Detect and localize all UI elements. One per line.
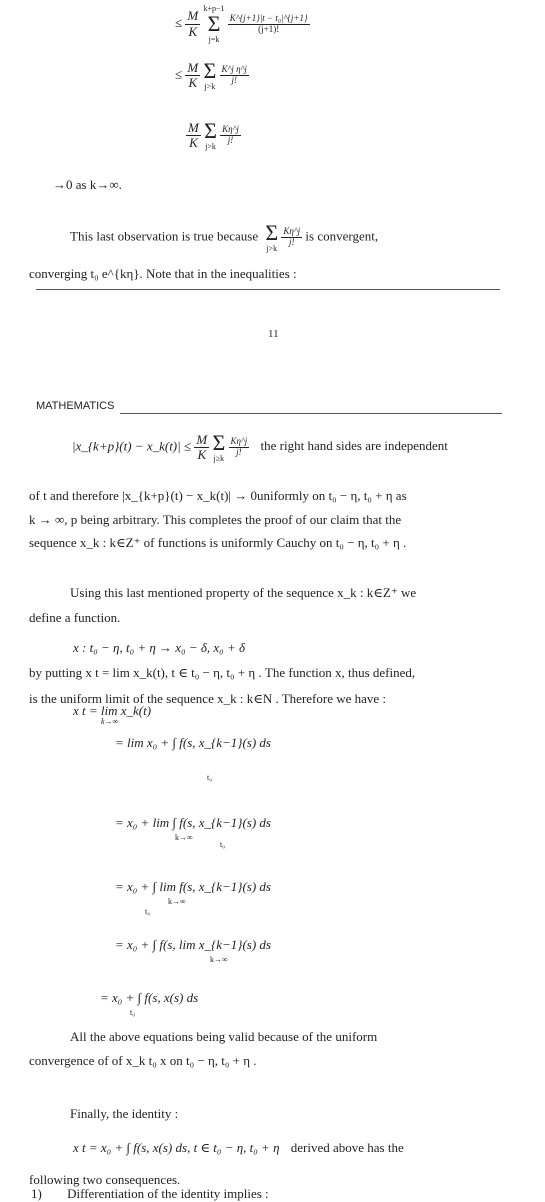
integral-lower-4: t₀ [145, 907, 151, 916]
equation-1: x t = lim x_k(t) k→∞ [73, 703, 152, 726]
equation-4: = x₀ + ∫ lim f(s, x_{k−1}(s) ds [115, 879, 271, 894]
equation-5: = x₀ + ∫ f(s, lim x_{k−1}(s) ds [115, 937, 271, 952]
m-over-k: $\frac{M}{K}$ [196, 431, 208, 462]
m-over-k: $\frac{M}{K}$ [188, 119, 199, 150]
page-number: 11 [268, 328, 279, 340]
paragraph-1-line-2: k → ∞, p being arbitrary. This completes the proof of our claim that the [29, 512, 402, 527]
math-fraction: $\frac{\text{K\textasciicircum{}j η\textasciicircum{}j}}{j!}$ [221, 64, 247, 85]
paragraph-3-line-4: following two consequences. [29, 1172, 181, 1187]
integral-lower-6: t₀ [130, 1008, 136, 1017]
leq-sign: ≤ [175, 14, 183, 30]
paragraph-2-line-1: Using this last mentioned property of the sequence x_k : k∈Z⁺ we [70, 585, 417, 600]
equation-6: = x₀ + ∫ f(s, x(s) ds [100, 990, 199, 1005]
limit-statement: →0 as k→∞. [53, 177, 122, 192]
equation-3: = x₀ + lim ∫ f(s, x_{k−1}(s) ds [115, 815, 271, 830]
math-fraction: $\frac{K\eta\^{}j}{j!}$ [222, 124, 239, 145]
identity-line: x t = x₀ + ∫ f(s, x(s) ds, t ∈ t₀ − η, t₀ + η derived above has the [73, 1140, 404, 1155]
lim-sub-3: k→∞ [175, 833, 193, 842]
paragraph-3-line-3: Finally, the identity : [70, 1106, 179, 1121]
paragraph-2-line-3: by putting x t = lim x_k(t), t ∈ t₀ − η, t₀ + η . The function x, thus defined, [29, 665, 416, 680]
sum-symbol: Σ j>k [203, 58, 217, 91]
paragraph-2-line-4: is the uniform limit of the sequence x_k : k∈N . Therefore we have : [29, 691, 387, 706]
page-divider [36, 289, 500, 290]
math-line-3 [186, 120, 241, 151]
paragraph-3-line-1: All the above equations being valid because of the uniform [70, 1029, 378, 1044]
math-fraction: $\frac{K\eta\^{}j}{j!}$ [283, 226, 301, 247]
paragraph-3-line-2: convergence of of x_k t₀ x on t₀ − η, t₀ + η . [29, 1053, 257, 1068]
leq-sign: ≤ [175, 66, 183, 82]
header-rule [120, 413, 502, 414]
math-fraction: $\frac{K\eta\^{}j}{j!}$ [230, 436, 248, 457]
sum-symbol: k+p−1 Σ j=k [203, 4, 225, 44]
paragraph-2-line-2: define a function. [29, 610, 121, 625]
math-line-1 [175, 4, 310, 44]
math-line-2 [175, 60, 249, 91]
m-over-k: $\frac{M}{K}$ [187, 8, 199, 39]
list-item-1: 1) Differentiation of the identity implies : [31, 1186, 269, 1201]
function-mapping: x : t₀ − η, t₀ + η → x₀ − δ, x₀ + δ [73, 640, 246, 655]
sum-symbol: Σ j≥k [212, 430, 226, 463]
paragraph-1-line-1: of t and therefore |x_{k+p}(t) − x_k(t)| → 0uniformly on t₀ − η, t₀ + η as [29, 488, 407, 503]
integral-lower-2: t₀ [207, 773, 213, 782]
math-fraction: $\frac{\text{K\textasciicircum{}\{j+1\}|t − t₀|\textasciicircum{}\{j+1\}}}{(j+1)!}$ [229, 12, 308, 34]
observation-line-2: converging t₀ e^{kη}. Note that in the inequalities : [29, 266, 297, 281]
observation-line-1: This last observation is true because Σ j>k $\frac{K\eta\^{}j}{j!}$ is convergent, [70, 220, 379, 253]
sum-symbol: Σ j>k [265, 220, 279, 253]
integral-lower-3: t₀ [220, 840, 226, 849]
m-over-k: $\frac{M}{K}$ [187, 59, 199, 90]
lim-sub-4: k→∞ [168, 897, 186, 906]
inequality-line: |x_{k+p}(t) − x_k(t)| ≤ $\frac{M}{K}$ Σ j≥k $\frac{K\eta\^{}j}{j!}$ the right hand sides are independent [72, 430, 448, 463]
equation-2: = lim x₀ + ∫ f(s, x_{k−1}(s) ds [115, 735, 271, 750]
paragraph-1-line-3: sequence x_k : k∈Z⁺ of functions is uniformly Cauchy on t₀ − η, t₀ + η . [29, 535, 407, 550]
running-header: MATHEMATICS [36, 400, 115, 412]
sum-symbol: Σ j>k [204, 118, 217, 151]
lim-sub-5: k→∞ [210, 955, 228, 964]
